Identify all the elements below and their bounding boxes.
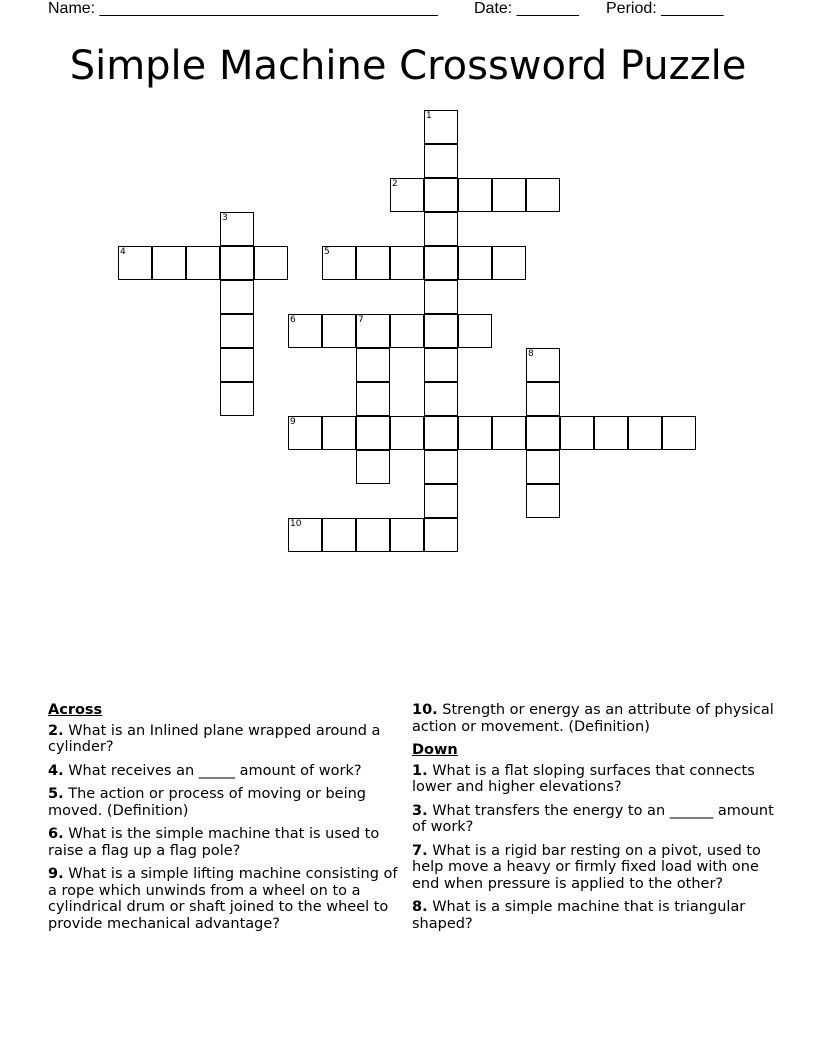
clue-across-2: 2. What is an Inlined plane wrapped around a cylinder?	[48, 722, 381, 755]
clue-number-label: 2	[392, 179, 398, 189]
crossword-cell[interactable]	[390, 416, 424, 450]
name-field[interactable]: Name: ______________________________________	[48, 0, 438, 17]
period-field[interactable]: Period: _______	[606, 0, 724, 17]
crossword-cell[interactable]	[356, 382, 390, 416]
clue-number-label: 1	[426, 111, 432, 121]
crossword-cell[interactable]	[356, 416, 390, 450]
crossword-cell[interactable]	[594, 416, 628, 450]
crossword-cell[interactable]	[356, 314, 390, 348]
crossword-cell[interactable]	[390, 178, 424, 212]
clue-number-label: 3	[222, 213, 228, 223]
crossword-cell[interactable]	[560, 416, 594, 450]
crossword-cell[interactable]	[424, 280, 458, 314]
crossword-cell[interactable]	[526, 178, 560, 212]
crossword-cell[interactable]	[424, 178, 458, 212]
worksheet-header	[0, 0, 816, 22]
crossword-cell[interactable]	[390, 314, 424, 348]
crossword-cell[interactable]	[424, 450, 458, 484]
crossword-cell[interactable]	[322, 314, 356, 348]
crossword-cell[interactable]	[424, 348, 458, 382]
crossword-cell[interactable]	[186, 246, 220, 280]
clue-number-label: 9	[290, 417, 296, 427]
clues-left-column	[48, 702, 400, 939]
crossword-cell[interactable]	[424, 484, 458, 518]
crossword-cell[interactable]	[424, 314, 458, 348]
crossword-cell[interactable]	[220, 280, 254, 314]
clue-down-7: 7. What is a rigid bar resting on a pivot, used to help move a heavy or firmly fixed load with one end when pressure is applied to the other?	[412, 842, 761, 892]
crossword-cell[interactable]	[220, 246, 254, 280]
crossword-cell[interactable]	[356, 518, 390, 552]
crossword-cell[interactable]	[152, 246, 186, 280]
crossword-cell[interactable]	[322, 416, 356, 450]
crossword-cell[interactable]	[492, 246, 526, 280]
clue-across-10: 10. Strength or energy as an attribute of physical action or movement. (Definition)	[412, 702, 774, 735]
crossword-cell[interactable]	[424, 212, 458, 246]
crossword-cell[interactable]	[118, 246, 152, 280]
crossword-cell[interactable]	[458, 246, 492, 280]
crossword-cell[interactable]	[322, 518, 356, 552]
clues-right-column	[412, 702, 774, 939]
clue-across-5: 5. The action or process of moving or being moved. (Definition)	[48, 786, 366, 819]
clue-across-6: 6. What is the simple machine that is used to raise a flag up a flag pole?	[48, 826, 380, 859]
crossword-cell[interactable]	[220, 314, 254, 348]
crossword-cell[interactable]	[424, 518, 458, 552]
crossword-cell[interactable]	[390, 518, 424, 552]
crossword-cell[interactable]	[424, 144, 458, 178]
crossword-cell[interactable]	[288, 518, 322, 552]
clue-down-3: 3. What transfers the energy to an ______ amount of work?	[412, 802, 774, 835]
crossword-cell[interactable]	[390, 246, 424, 280]
crossword-cell[interactable]	[424, 416, 458, 450]
crossword-cell[interactable]	[254, 246, 288, 280]
clue-number-label: 7	[358, 315, 364, 325]
clue-number-label: 4	[120, 247, 126, 257]
clue-number-label: 6	[290, 315, 296, 325]
clue-number-label: 8	[528, 349, 534, 359]
clue-across-9: 9. What is a simple lifting machine consisting of a rope which unwinds from a wheel on to a cylindrical drum or shaft joined to the wheel to provide mechanical advantage?	[48, 866, 398, 932]
crossword-cell[interactable]	[492, 416, 526, 450]
clue-across-4: 4. What receives an _____ amount of work?	[48, 762, 362, 779]
crossword-cell[interactable]	[628, 416, 662, 450]
crossword-cell[interactable]	[288, 416, 322, 450]
clue-down-1: 1. What is a flat sloping surfaces that connects lower and higher elevations?	[412, 762, 755, 795]
crossword-cell[interactable]	[220, 348, 254, 382]
crossword-cell[interactable]	[220, 382, 254, 416]
crossword-cell[interactable]	[458, 314, 492, 348]
crossword-cell[interactable]	[526, 484, 560, 518]
crossword-cell[interactable]	[288, 314, 322, 348]
crossword-cell[interactable]	[526, 416, 560, 450]
clue-down-8: 8. What is a simple machine that is triangular shaped?	[412, 899, 746, 932]
crossword-cell[interactable]	[492, 178, 526, 212]
crossword-cell[interactable]	[526, 382, 560, 416]
crossword-cell[interactable]	[424, 382, 458, 416]
across-heading: Across	[48, 702, 103, 718]
crossword-cell[interactable]	[662, 416, 696, 450]
page-title: Simple Machine Crossword Puzzle	[69, 43, 747, 89]
crossword-cell[interactable]	[322, 246, 356, 280]
crossword-cell[interactable]	[220, 212, 254, 246]
down-heading: Down	[412, 742, 458, 758]
crossword-cell[interactable]	[356, 246, 390, 280]
crossword-cell[interactable]	[526, 450, 560, 484]
crossword-cell[interactable]	[526, 348, 560, 382]
crossword-cell[interactable]	[424, 246, 458, 280]
date-field[interactable]: Date: _______	[474, 0, 579, 17]
crossword-cell[interactable]	[458, 416, 492, 450]
crossword-cell[interactable]	[424, 110, 458, 144]
clue-number-label: 5	[324, 247, 330, 257]
crossword-cell[interactable]	[458, 178, 492, 212]
crossword-cell[interactable]	[356, 450, 390, 484]
clue-number-label: 10	[290, 519, 302, 529]
crossword-cell[interactable]	[356, 348, 390, 382]
